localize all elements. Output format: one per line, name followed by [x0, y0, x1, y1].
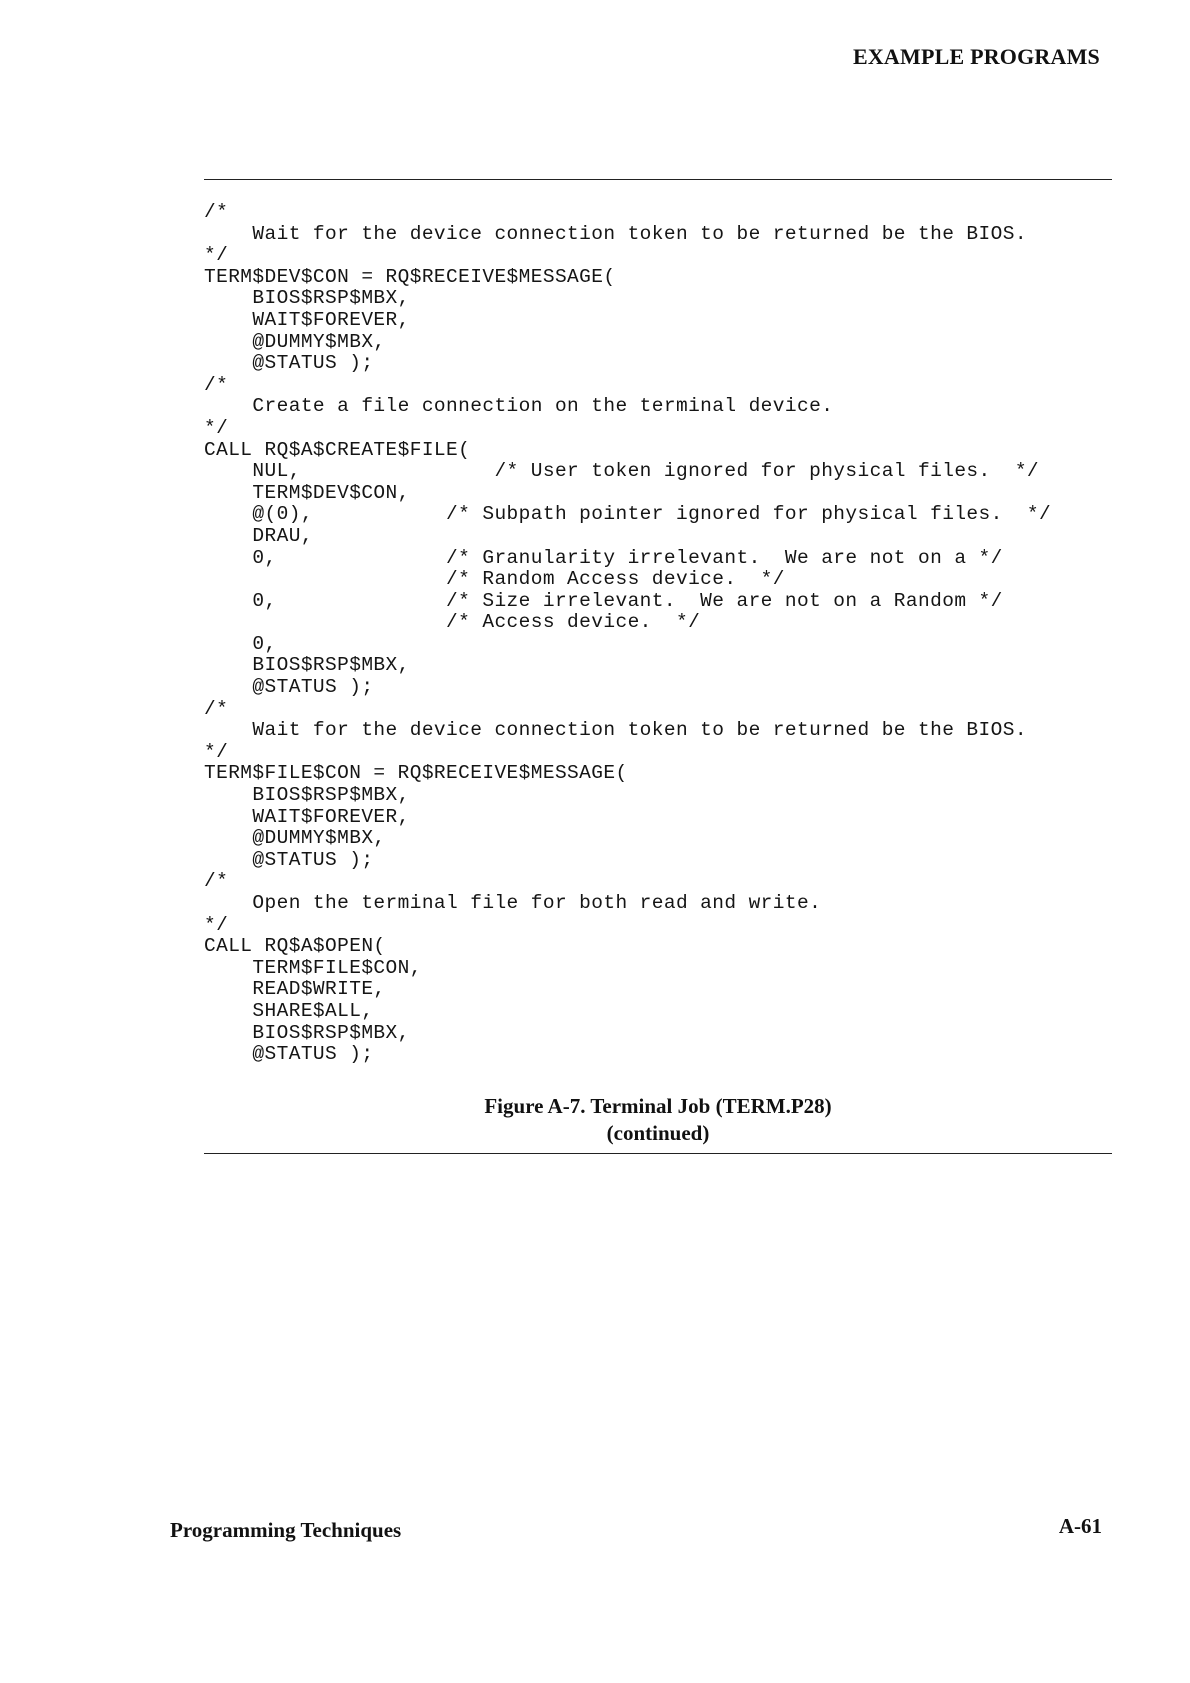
code-line: /* — [204, 373, 229, 396]
code-line: @STATUS ); — [204, 1043, 374, 1066]
code-line: /* — [204, 697, 229, 720]
code-line: DRAU, — [204, 524, 313, 547]
footer-page-number: A-61 — [1058, 1514, 1102, 1538]
code-line: WAIT$FOREVER, — [204, 308, 410, 331]
code-line: BIOS$RSP$MBX, — [204, 784, 410, 807]
code-line: */ — [204, 416, 229, 439]
code-line: 0, /* Size irrelevant. We are not on a Random */ — [204, 589, 1003, 612]
figure-caption-continued: (continued) — [606, 1121, 710, 1145]
code-line: Wait for the device connection token to be returned be the BIOS. — [204, 719, 1027, 742]
code-line: WAIT$FOREVER, — [204, 805, 410, 828]
code-line: /* — [204, 870, 229, 893]
code-line: BIOS$RSP$MBX, — [204, 654, 410, 677]
code-line: /* Random Access device. */ — [204, 568, 785, 591]
figure-caption — [204, 1093, 1112, 1147]
code-line: */ — [204, 740, 229, 763]
code-line: READ$WRITE, — [204, 978, 386, 1001]
code-line: Open the terminal file for both read and write. — [204, 892, 822, 914]
code-line: BIOS$RSP$MBX, — [204, 1021, 410, 1044]
code-line: TERM$FILE$CON = RQ$RECEIVE$MESSAGE( — [204, 762, 628, 785]
figure-caption-title: Figure A-7. Terminal Job (TERM.P28) — [484, 1094, 832, 1118]
section-header: EXAMPLE PROGRAMS — [852, 44, 1100, 69]
code-line: CALL RQ$A$CREATE$FILE( — [204, 438, 471, 461]
code-line: TERM$DEV$CON, — [204, 481, 410, 504]
code-line: @DUMMY$MBX, — [204, 827, 386, 850]
code-line: /* — [204, 201, 229, 223]
code-line: @(0), /* Subpath pointer ignored for physical files. */ — [204, 503, 1052, 526]
code-line: */ — [204, 913, 229, 936]
code-line: TERM$FILE$CON, — [204, 956, 422, 979]
code-line: */ — [204, 244, 229, 267]
code-line: @DUMMY$MBX, — [204, 330, 386, 353]
code-line: CALL RQ$A$OPEN( — [204, 935, 386, 958]
code-line: TERM$DEV$CON = RQ$RECEIVE$MESSAGE( — [204, 265, 616, 288]
figure-bottom-rule — [204, 1153, 1112, 1154]
code-line: SHARE$ALL, — [204, 999, 374, 1022]
code-line: BIOS$RSP$MBX, — [204, 287, 410, 310]
code-line: /* Access device. */ — [204, 611, 701, 634]
footer-section-name: Programming Techniques — [170, 1518, 402, 1542]
code-line: Wait for the device connection token to be returned be the BIOS. — [204, 222, 1027, 245]
code-line: Create a file connection on the terminal device. — [204, 395, 834, 418]
code-line: @STATUS ); — [204, 848, 374, 871]
code-line: 0, /* Granularity irrelevant. We are not on a */ — [204, 546, 1003, 569]
code-line: NUL, /* User token ignored for physical files. */ — [204, 460, 1040, 483]
figure-top-rule — [204, 179, 1112, 180]
code-listing — [204, 202, 1104, 1066]
code-line: 0, — [204, 632, 277, 655]
code-line: @STATUS ); — [204, 676, 374, 699]
code-line: @STATUS ); — [204, 352, 374, 375]
